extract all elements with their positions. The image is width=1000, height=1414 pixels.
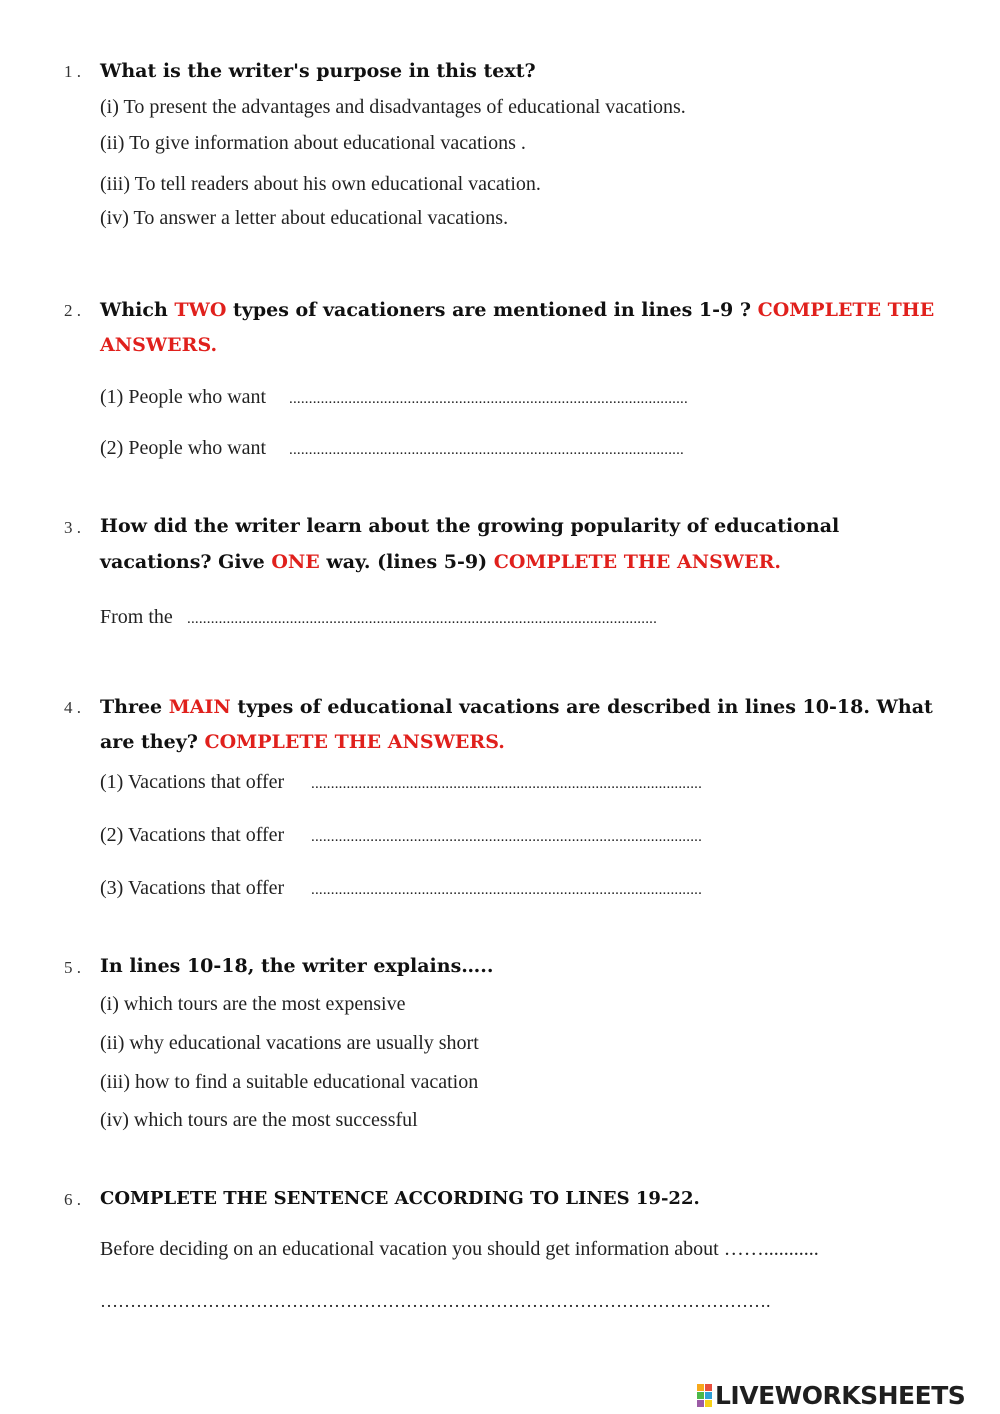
q3-question-line1: How did the writer learn about the growing popularity of educational — [100, 515, 840, 537]
q1-option-1: (i) To present the advantages and disadvantages of educational vacations. — [100, 96, 686, 118]
q3-instruction: COMPLETE THE ANSWER. — [493, 551, 782, 573]
q2-text: types of vacationers are mentioned in lines 1-9 ? — [226, 299, 758, 321]
q3-question-line2 — [100, 551, 781, 573]
q4-text: are they? — [100, 731, 205, 753]
q2-answer-1-blank[interactable]: ..................................................................................................... — [289, 391, 688, 407]
q2-instruction: COMPLETE THE — [757, 299, 935, 321]
q3-emphasis-one: ONE — [271, 551, 320, 573]
q3-answer-label: From the — [100, 606, 173, 628]
q4-question-line1 — [100, 696, 933, 718]
q4-question-line2 — [100, 731, 505, 753]
q4-answer-2-label: (2) Vacations that offer — [100, 824, 285, 846]
q2-answer-1-label: (1) People who want — [100, 386, 267, 408]
q1-question: What is the writer's purpose in this text? — [100, 60, 536, 82]
q3-answer-blank[interactable]: ....................................................................................................................... — [187, 611, 658, 627]
q3-number: 3 . — [64, 518, 81, 537]
q2-number: 2 . — [64, 301, 81, 320]
q2-emphasis-two: TWO — [174, 299, 227, 321]
q5-number: 5 . — [64, 958, 81, 977]
q4-answer-2-blank[interactable]: ................................................................................................... — [311, 829, 703, 845]
q5-option-2: (ii) why educational vacations are usually short — [100, 1032, 479, 1054]
q6-sentence[interactable]: Before deciding on an educational vacation you should get information about ……........... — [100, 1238, 819, 1260]
q1-number: 1 . — [64, 62, 81, 81]
q3-text: vacations? Give — [100, 551, 272, 573]
q4-answer-1-label: (1) Vacations that offer — [100, 771, 285, 793]
logo-mark-icon — [697, 1384, 712, 1407]
q2-answer-2-label: (2) People who want — [100, 437, 267, 459]
q4-instruction: COMPLETE THE ANSWERS. — [204, 731, 505, 753]
q5-option-3: (iii) how to find a suitable educational vacation — [100, 1071, 479, 1093]
q4-number: 4 . — [64, 698, 81, 717]
q4-text: types of educational vacations are described in lines 10-18. What — [230, 696, 933, 718]
q5-option-4: (iv) which tours are the most successful — [100, 1109, 418, 1131]
q3-text: way. (lines 5-9) — [319, 551, 494, 573]
q4-answer-1-blank[interactable]: ................................................................................................... — [311, 776, 703, 792]
q6-number: 6 . — [64, 1190, 81, 1209]
q4-answer-3-label: (3) Vacations that offer — [100, 877, 285, 899]
q2-answer-2-blank[interactable]: .................................................................................................... — [289, 442, 684, 458]
q2-instruction-line2: ANSWERS. — [100, 334, 218, 356]
q4-emphasis-main: MAIN — [168, 696, 231, 718]
logo-text: LIVEWORKSHEETS — [715, 1380, 966, 1410]
q6-question: COMPLETE THE SENTENCE ACCORDING TO LINES 19-22. — [100, 1188, 700, 1209]
q1-option-3: (iii) To tell readers about his own educational vacation. — [100, 173, 541, 195]
q2-question-line1 — [100, 299, 934, 321]
q1-option-2: (ii) To give information about educational vacations . — [100, 132, 526, 154]
q1-option-4: (iv) To answer a letter about educational vacations. — [100, 207, 509, 229]
q2-text: Which — [100, 299, 175, 321]
q6-answer-line[interactable]: …………………………………………………………………………………………………. — [100, 1291, 771, 1311]
q4-text: Three — [100, 696, 169, 718]
q4-answer-3-blank[interactable]: ................................................................................................... — [311, 882, 703, 898]
liveworksheets-logo — [697, 1380, 965, 1410]
q5-question: In lines 10-18, the writer explains….. — [100, 955, 494, 977]
q5-option-1: (i) which tours are the most expensive — [100, 993, 406, 1015]
